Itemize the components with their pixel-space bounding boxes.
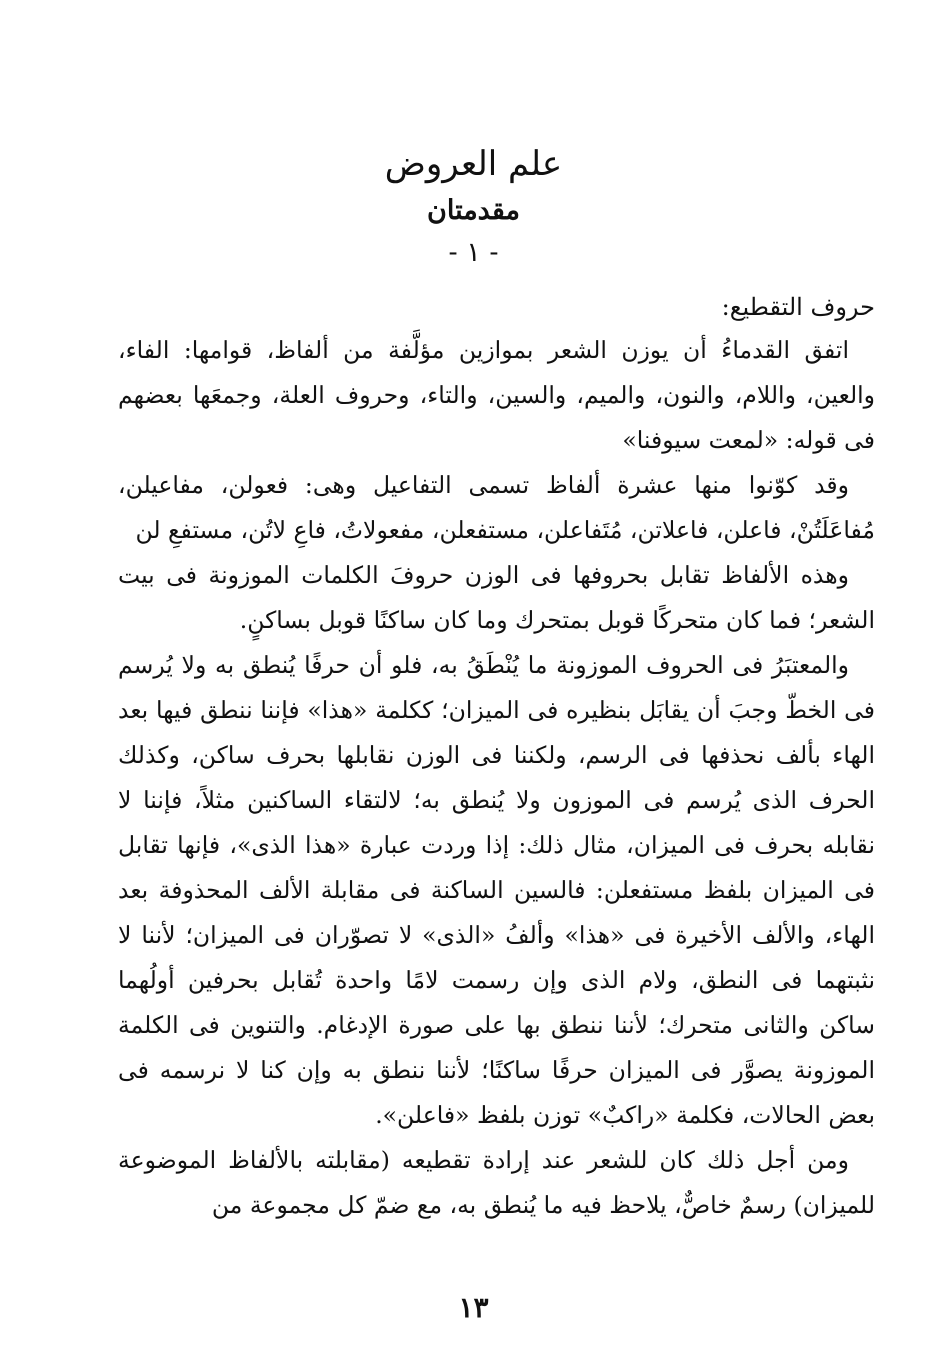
section-number: - ١ -: [448, 237, 499, 268]
page-number: ١٣: [458, 1291, 489, 1324]
paragraph: ومن أجل ذلك كان للشعر عند إرادة تقطيعه (مقابلته بالألفاظ الموضوعة للميزان) رسمٌ خاصٌّ، يلاحظ فيه ما يُنطق به، مع ضمّ كل مجموعة من: [118, 1146, 875, 1219]
paragraph: اتفق القدماءُ أن يوزن الشعر بموازين مؤلَّفة من ألفاظ، قوامها: الفاء، والعين، واللام، والنون، والميم، والسين، والتاء، وحروف العلة، وجمعَها بعضهم فى قوله: «لمعت سيوفنا»: [118, 336, 875, 454]
paragraph: وقد كوّنوا منها عشرة ألفاظ تسمى التفاعيل وهى: فعولن، مفاعيلن، مُفاعَلَتُنْ، فاعلن، فاعلاتن، مُتَفاعلن، مستفعلن، مفعولاتُ، فاعِ لاتُن، مستفعِ لن: [118, 471, 875, 544]
chapter-subtitle: مقدمتان: [427, 195, 520, 226]
section-heading: حروف التقطيع:: [721, 293, 875, 321]
paragraph: والمعتبَرُ فى الحروف الموزونة ما يُنْطَقُ به، فلو أن حرفًا يُنطق به ولا يُرسم فى الخطّ وجبَ أن يقابَل بنظيره فى الميزان؛ ككلمة «هذا» فإننا ننطق فيها بعد الهاء بألف نحذفها فى الرسم، ولكننا فى الوزن نقابلها بحرف ساكن، وكذلك الحرف الذى يُرسم فى الموزون ولا يُنطق به؛ لالتقاء الساكنين مثلاً، فإننا لا نقابله بحرف فى الميزان، مثال ذلك: إذا وردت عبارة «هذا الذى»، فإنها تقابل فى الميزان بلفظ مستفعلن: فالسين الساكنة فى مقابلة الألف المحذوفة بعد الهاء، والألف الأخيرة فى «هذا» وألفُ «الذى» لا تصوّران فى الميزان؛ لأننا لا نثبتهما فى النطق، ولام الذى وإن رسمت لامًا واحدة تُقابل بحرفين أولُهما ساكن والثانى متحرك؛ لأننا ننطق بها على صورة الإدغام. والتنوين فى الكلمة الموزونة يصوَّر فى الميزان حرفًا ساكنًا؛ لأننا ننطق به وإن كنا لا نرسمه فى بعض الحالات، فكلمة «راكبٌ» توزن بلفظ «فاعلن».: [118, 651, 875, 1129]
body-text: [118, 328, 875, 1228]
paragraph: وهذه الألفاظ تقابل بحروفها فى الوزن حروفَ الكلمات الموزونة فى بيت الشعر؛ فما كان متحركًا قوبل بمتحرك وما كان ساكنًا قوبل بساكنٍ.: [118, 561, 875, 634]
chapter-title: علم العروض: [384, 144, 563, 184]
